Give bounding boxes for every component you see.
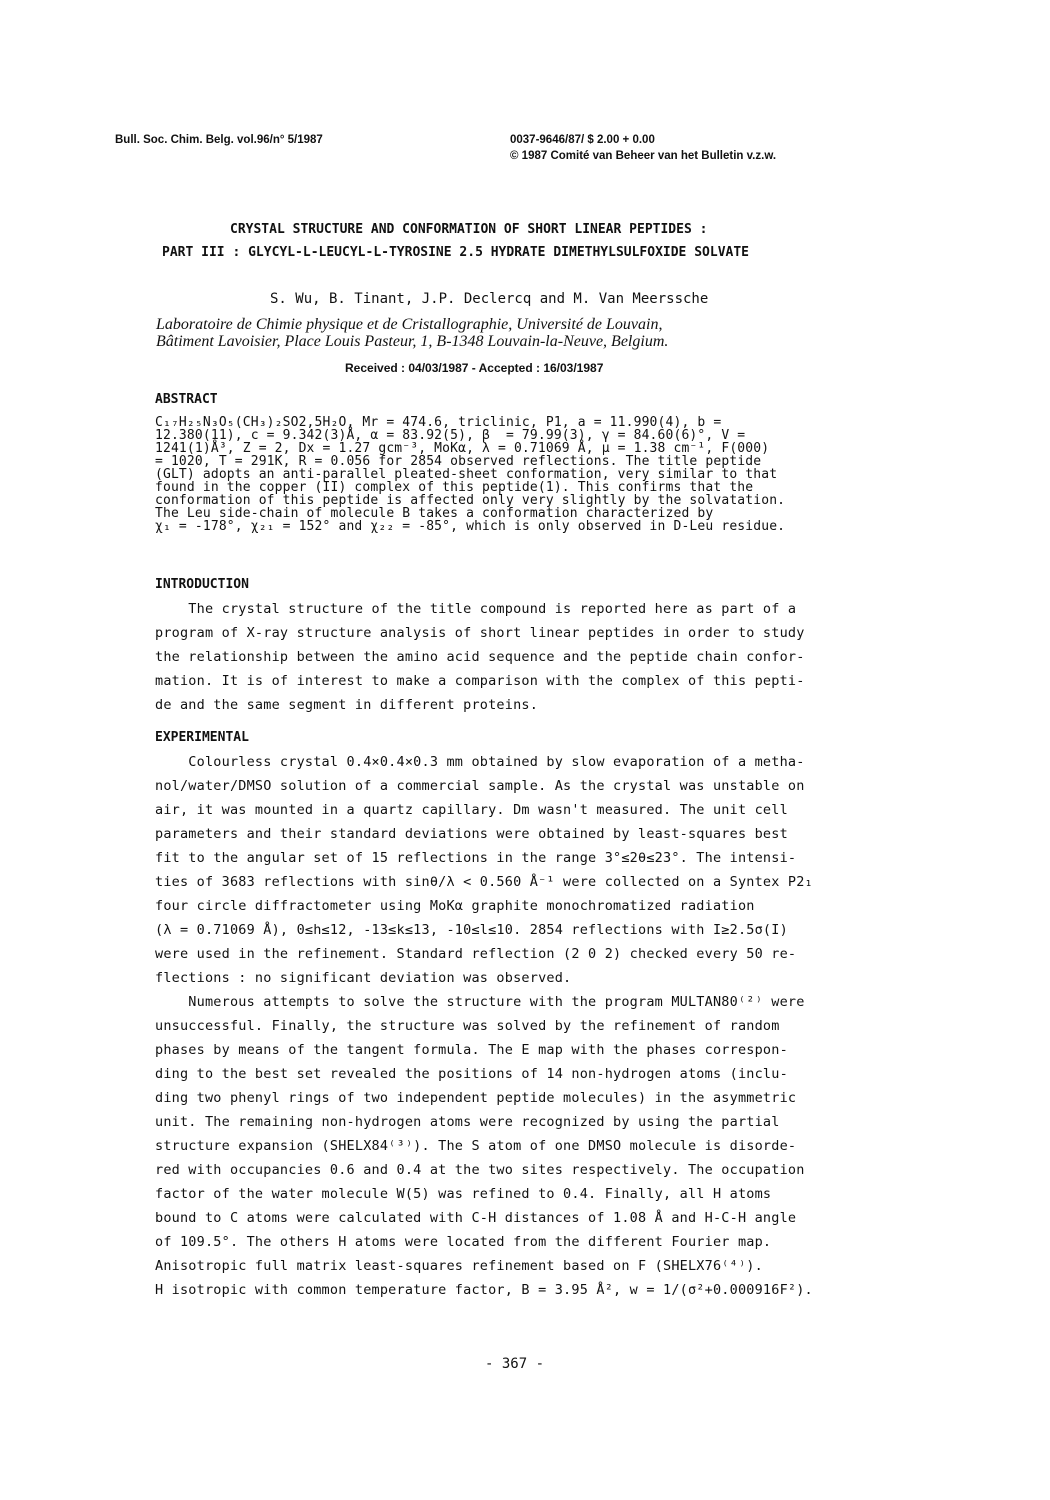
authors: S. Wu, B. Tinant, J.P. Declercq and M. Van Meerssche	[270, 291, 709, 307]
paragraph-line: ties of 3683 reflections with sinθ/λ < 0.560 Å⁻¹ were collected on a Syntex P2₁	[155, 874, 813, 890]
issn-price: 0037-9646/87/ $ 2.00 + 0.00	[510, 134, 655, 146]
experimental-paragraph-1	[155, 750, 813, 990]
abstract-line: (GLT) adopts an anti-parallel pleated-sheet conformation, very similar to that	[155, 467, 778, 482]
title-line-2: PART III : GLYCYL-L-LEUCYL-L-TYROSINE 2.5 HYDRATE DIMETHYLSULFOXIDE SOLVATE	[162, 245, 749, 260]
paragraph-line: air, it was mounted in a quartz capillary. Dm wasn't measured. The unit cell	[155, 802, 788, 818]
paragraph-line: bound to C atoms were calculated with C-H distances of 1.08 Å and H-C-H angle	[155, 1210, 797, 1226]
paragraph-line: Numerous attempts to solve the structure with the program MULTAN80⁽²⁾ were	[155, 994, 805, 1010]
abstract-line: found in the copper (II) complex of this peptide(1). This confirms that the	[155, 480, 754, 495]
paragraph-line: of 109.5°. The others H atoms were located from the different Fourier map.	[155, 1234, 772, 1250]
introduction-body	[155, 597, 805, 717]
paragraph-line: mation. It is of interest to make a comparison with the complex of this pepti-	[155, 673, 805, 689]
paragraph-line: phases by means of the tangent formula. The E map with the phases correspon-	[155, 1042, 788, 1058]
received-accepted: Received : 04/03/1987 - Accepted : 16/03/1987	[345, 361, 604, 375]
title-line-1: CRYSTAL STRUCTURE AND CONFORMATION OF SHORT LINEAR PEPTIDES :	[230, 222, 708, 237]
affiliation-line-1: Laboratoire de Chimie physique et de Cristallographie, Université de Louvain,	[156, 316, 663, 333]
paragraph-line: fit to the angular set of 15 reflections in the range 3°≤2θ≤23°. The intensi-	[155, 850, 797, 866]
paragraph-line: ding two phenyl rings of two independent peptide molecules) in the asymmetric	[155, 1090, 797, 1106]
paragraph-line: (λ = 0.71069 Å), 0≤h≤12, -13≤k≤13, -10≤l≤10. 2854 reflections with I≥2.5σ(I)	[155, 922, 788, 938]
introduction-heading: INTRODUCTION	[155, 577, 249, 592]
abstract-line: = 1020, T = 291K, R = 0.056 for 2854 observed reflections. The title peptide	[155, 454, 762, 469]
affiliation-line-2: Bâtiment Lavoisier, Place Louis Pasteur, 1, B-1348 Louvain-la-Neuve, Belgium.	[156, 333, 669, 350]
experimental-heading: EXPERIMENTAL	[155, 730, 249, 745]
paragraph-line: H isotropic with common temperature factor, B = 3.95 Å², w = 1/(σ²+0.000916F²).	[155, 1282, 813, 1298]
abstract-line: χ₁ = -178°, χ₂₁ = 152° and χ₂₂ = -85°, which is only observed in D-Leu residue.	[155, 519, 786, 534]
abstract-line: C₁₇H₂₅N₃O₅(CH₃)₂SO2,5H₂O, Mr = 474.6, triclinic, P1, a = 11.990(4), b =	[155, 415, 722, 430]
paragraph-line: unit. The remaining non-hydrogen atoms were recognized by using the partial	[155, 1114, 780, 1130]
journal-citation: Bull. Soc. Chim. Belg. vol.96/n° 5/1987	[115, 134, 323, 146]
abstract-body	[155, 416, 785, 533]
abstract-line: The Leu side-chain of molecule B takes a conformation characterized by	[155, 506, 714, 521]
copyright-line: © 1987 Comité van Beheer van het Bulletin v.z.w.	[510, 150, 777, 162]
paragraph-line: four circle diffractometer using MoKα graphite monochromatized radiation	[155, 898, 755, 914]
paragraph-line: factor of the water molecule W(5) was refined to 0.4. Finally, all H atoms	[155, 1186, 772, 1202]
paragraph-line: were used in the refinement. Standard reflection (2 0 2) checked every 50 re-	[155, 946, 797, 962]
paragraph-line: Colourless crystal 0.4×0.4×0.3 mm obtained by slow evaporation of a metha-	[155, 754, 805, 770]
paragraph-line: unsuccessful. Finally, the structure was solved by the refinement of random	[155, 1018, 780, 1034]
paragraph-line: ding to the best set revealed the positions of 14 non-hydrogen atoms (inclu-	[155, 1066, 788, 1082]
paragraph-line: program of X-ray structure analysis of short linear peptides in order to study	[155, 625, 805, 641]
paragraph-line: parameters and their standard deviations were obtained by least-squares best	[155, 826, 788, 842]
paragraph-line: nol/water/DMSO solution of a commercial sample. As the crystal was unstable on	[155, 778, 805, 794]
abstract-line: 1241(1)Å³, Z = 2, Dx = 1.27 gcm⁻³, MoKα, λ = 0.71069 Å, μ = 1.38 cm⁻¹, F(000)	[155, 441, 770, 456]
paragraph-line: flections : no significant deviation was observed.	[155, 970, 572, 986]
page-number: - 367 -	[485, 1356, 545, 1372]
paragraph-line: The crystal structure of the title compound is reported here as part of a	[155, 601, 797, 617]
abstract-heading: ABSTRACT	[155, 392, 218, 407]
paragraph-line: structure expansion (SHELX84⁽³⁾). The S atom of one DMSO molecule is disorde-	[155, 1138, 797, 1154]
paragraph-line: de and the same segment in different proteins.	[155, 697, 539, 713]
abstract-line: conformation of this peptide is affected only very slightly by the solvatation.	[155, 493, 786, 508]
paragraph-line: Anisotropic full matrix least-squares refinement based on F (SHELX76⁽⁴⁾).	[155, 1258, 763, 1274]
experimental-paragraph-2	[155, 990, 813, 1302]
paragraph-line: the relationship between the amino acid sequence and the peptide chain confor-	[155, 649, 805, 665]
abstract-line: 12.380(11), c = 9.342(3)Å, α = 83.92(5), β = 79.99(3), γ = 84.60(6)°, V =	[155, 428, 746, 443]
paragraph-line: red with occupancies 0.6 and 0.4 at the two sites respectively. The occupation	[155, 1162, 805, 1178]
